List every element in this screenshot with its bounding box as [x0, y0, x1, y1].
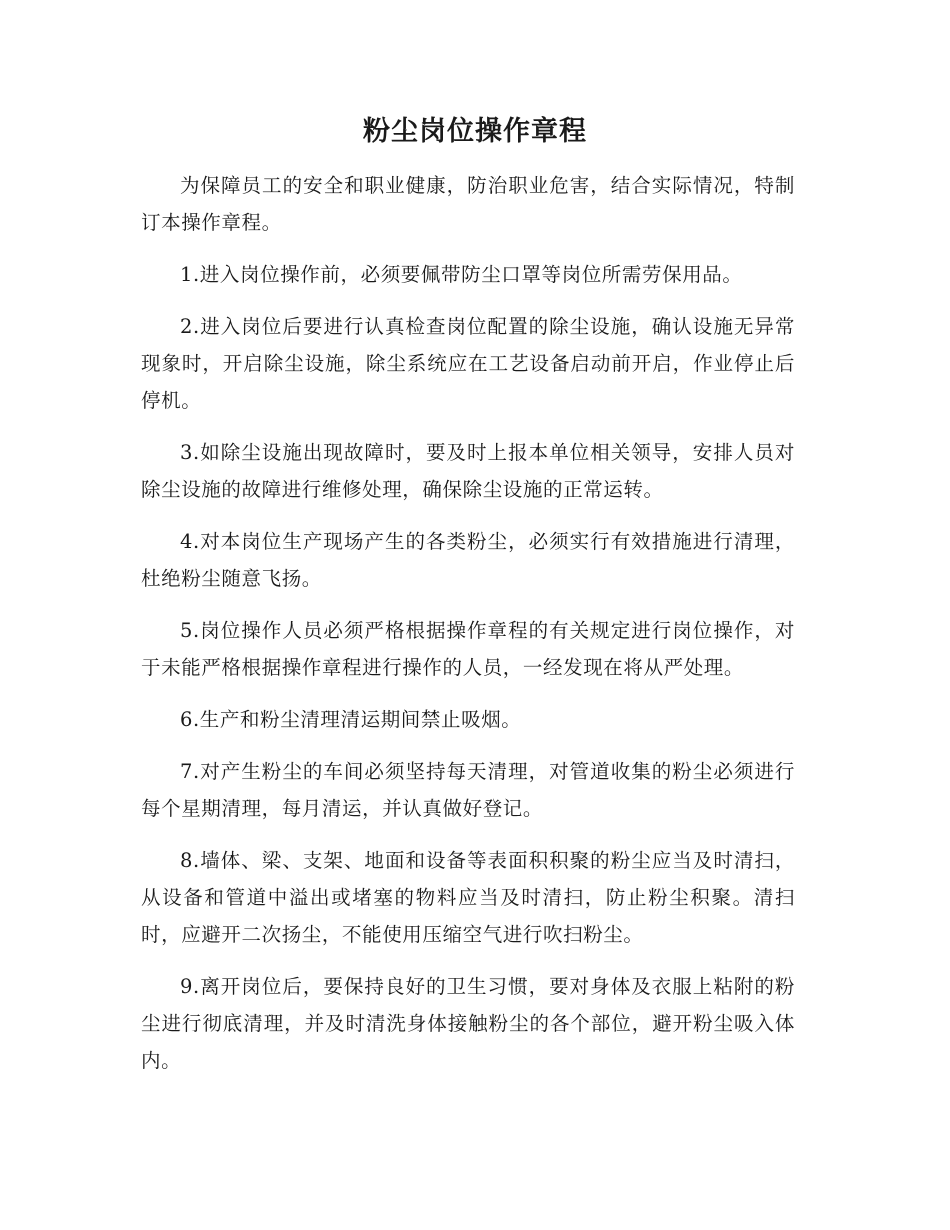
rule-item-6: 6.生产和粉尘清理清运期间禁止吸烟。 — [180, 708, 522, 731]
rule-item-2: 2.进入岗位后要进行认真检查岗位配置的除尘设施，确认设施无异常现象时，开启除尘设施，除尘系统应在工艺设备启动前开启，作业停止后停机。 — [141, 315, 795, 412]
rule-item-7: 7.对产生粉尘的车间必须坚持每天清理，对管道收集的粉尘必须进行每个星期清理，每月清运，并认真做好登记。 — [141, 760, 795, 820]
intro-paragraph: 为保障员工的安全和职业健康，防治职业危害，结合实际情况，特制订本操作章程。 — [141, 174, 795, 234]
rule-item-1: 1.进入岗位操作前，必须要佩带防尘口罩等岗位所需劳保用品。 — [180, 263, 743, 286]
rule-item-4: 4.对本岗位生产现场产生的各类粉尘，必须实行有效措施进行清理，杜绝粉尘随意飞扬。 — [141, 530, 795, 590]
rule-item-9: 9.离开岗位后，要保持良好的卫生习惯，要对身体及衣服上粘附的粉尘进行彻底清理，并及时清洗身体接触粉尘的各个部位，避开粉尘吸入体内。 — [141, 975, 795, 1072]
rule-item-5: 5.岗位操作人员必须严格根据操作章程的有关规定进行岗位操作，对于未能严格根据操作章程进行操作的人员，一经发现在将从严处理。 — [141, 619, 795, 679]
rule-item-3: 3.如除尘设施出现故障时，要及时上报本单位相关领导，安排人员对除尘设施的故障进行维修处理，确保除尘设施的正常运转。 — [141, 441, 795, 501]
document-body — [141, 167, 795, 1094]
document-title: 粉尘岗位操作章程 — [363, 116, 587, 147]
rule-item-8: 8.墙体、梁、支架、地面和设备等表面积积聚的粉尘应当及时清扫，从设备和管道中溢出或堵塞的物料应当及时清扫，防止粉尘积聚。清扫时，应避开二次扬尘，不能使用压缩空气进行吹扫粉尘。 — [141, 849, 795, 946]
